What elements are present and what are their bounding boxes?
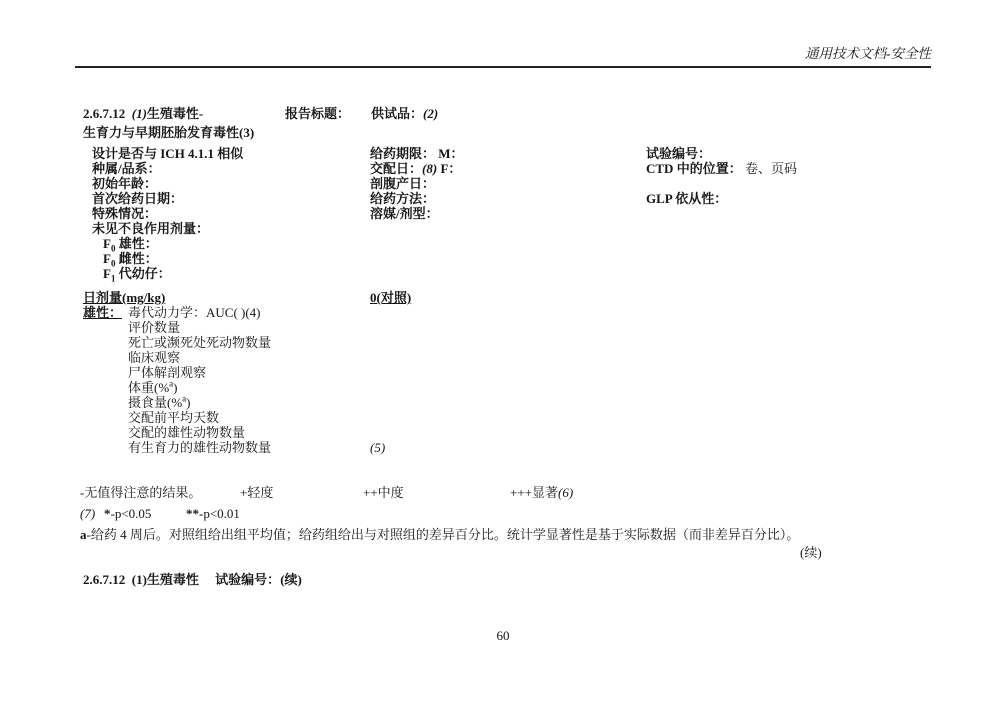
species-label: 种属/品系： [92,161,161,176]
fertility-note-ref: (5) [370,440,386,455]
report-title-label: 报告标题： [285,106,351,121]
f0-subscript: 0 [110,243,116,254]
continuation-line [83,572,302,587]
design-label: 设计是否与 ICH 4.1.1 相似 [92,146,244,161]
endpoint-row: 临床观察 [128,350,181,365]
f1-subscript: 1 [110,273,116,284]
control-group-header: 0(对照) [370,290,412,305]
daily-dose-header: 日剂量(mg/kg) [83,290,166,305]
pvalue-2: **-p<0.01 [186,506,240,521]
test-article-ref: (2) [423,106,439,121]
section-number: 2.6.7.12 [83,106,126,121]
page-number: 60 [496,628,510,643]
continuation-item-label: (1)生殖毒性 [131,572,199,587]
section-subject: 生殖毒性- [146,106,204,121]
footnote-a-superscript: a [182,393,187,404]
mating-ref: (8) [422,161,438,176]
footnote-a-text: -给药 4 周后。对照组给出组平均值；给药组给出与对照组的差异百分比。统计学显著性是基于实际数据（而非差异百分比）。 [86,527,800,542]
noael-f0-female: $F_0$ 雌性： [103,251,158,269]
f0-subscript: 0 [110,258,116,269]
continuation-section-number: 2.6.7.12 [83,572,126,587]
continuation-continued: (续) [280,572,302,587]
test-article-label: 供试品：(2) [371,106,439,121]
noael-label: 未见不良作用剂量： [92,221,210,236]
pvalue-ref: (7) [80,506,96,521]
pvalue-1: *-p<0.05 [104,506,152,521]
dose-route-label: 给药方法： [370,191,436,206]
glp-compliance-label: GLP 依从性： [646,191,728,206]
endpoint-row: 摄食量(%$^a$) [128,393,191,410]
severity-moderate: ++中度 [363,485,404,500]
vehicle-formulation-label: 溶媒/剂型： [370,206,439,221]
pvalue-2-text: -p<0.01 [199,506,240,521]
csection-day-label: 剖腹产日： [370,176,436,191]
item-ref: (1) [131,106,147,121]
endpoint-row: 交配前平均天数 [128,410,220,425]
endpoint-row: 体重(%$^a$) [128,378,178,395]
footnote-a-superscript: a [169,378,174,389]
footnote-a-marker: a [80,527,87,542]
initial-age-label: 初始年龄： [92,176,158,191]
male-toxicokinetics-row [83,305,122,320]
ctd-location-label: CTD 中的位置： [646,161,742,176]
dosing-period-label: 给药期限： M： [370,146,464,161]
endpoint-row: 评价数量 [128,320,181,335]
severity-mild: +轻度 [240,485,274,500]
ctd-location-line [646,161,797,176]
severity-marked-ref: (6) [558,485,574,500]
noael-f1-pups: $F_1$ 代幼仔： [103,266,171,284]
continued-marker: (续) [800,545,822,560]
endpoint-row: 有生育力的雄性动物数量 [128,440,272,455]
endpoint-row: 尸体解剖观察 [128,365,207,380]
severity-marked: +++显著(6) [510,485,574,500]
section-title-line2: 生育力与早期胚胎发育毒性(3) [83,125,255,140]
toxicokinetics-label: 毒代动力学：AUC( )(4) [128,305,261,320]
endpoint-row: 交配的雄性动物数量 [128,425,246,440]
male-section-label: 雄性： [83,305,123,320]
ctd-location-value: 卷、页码 [744,161,797,176]
section-title-line1 [83,106,203,121]
study-number-label: 试验编号： [646,146,712,161]
footnote-a [80,527,799,542]
running-header [75,46,931,68]
header-title: 通用技术文档-安全性 [805,46,931,61]
endpoint-row: 死亡或濒死处死动物数量 [128,335,272,350]
severity-none: -无值得注意的结果。 [80,485,202,500]
special-conditions-label: 特殊情况： [92,206,158,221]
first-dose-date-label: 首次给药日期： [92,191,184,206]
pvalue-1-text: -p<0.05 [110,506,152,521]
mating-day-label: 交配日：(8) F： [370,161,462,176]
noael-f0-male: $F_0$ 雄性： [103,236,158,254]
continuation-study-number-label: 试验编号： [215,572,281,587]
